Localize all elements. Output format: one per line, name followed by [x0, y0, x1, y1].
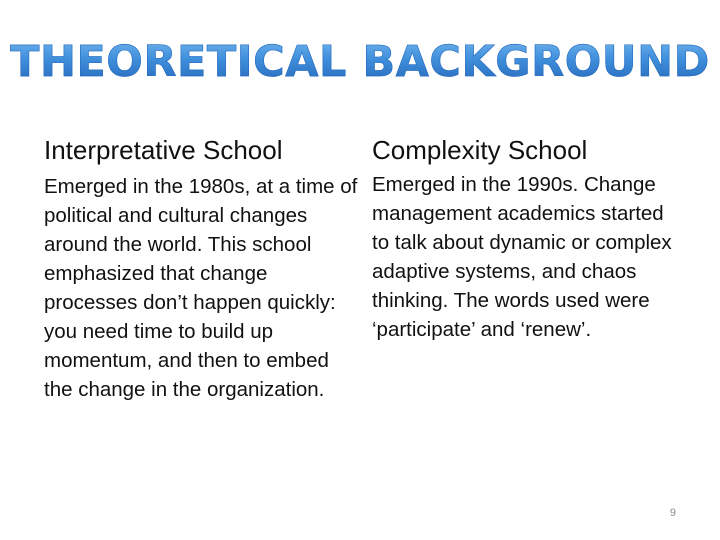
complexity-school-heading: Complexity School	[372, 135, 588, 165]
interpretative-school-heading: Interpretative School	[44, 135, 283, 165]
slide-title: THEORETICAL BACKGROUND	[0, 32, 720, 92]
interpretative-school-column	[44, 132, 359, 404]
complexity-school-body: Emerged in the 1990s. Change management academics started to talk about dynamic or complex adaptive systems, and chaos thinking. The words used were ‘participate’ and ‘renew’.	[372, 173, 672, 341]
complexity-school-column	[372, 132, 672, 344]
interpretative-school-body: Emerged in the 1980s, at a time of political and cultural changes around the world. This school emphasized that change processes don’t happen quickly: you need time to build up momentum, and then to embed the change in the organization.	[44, 175, 358, 401]
page-number: 9	[669, 507, 676, 519]
